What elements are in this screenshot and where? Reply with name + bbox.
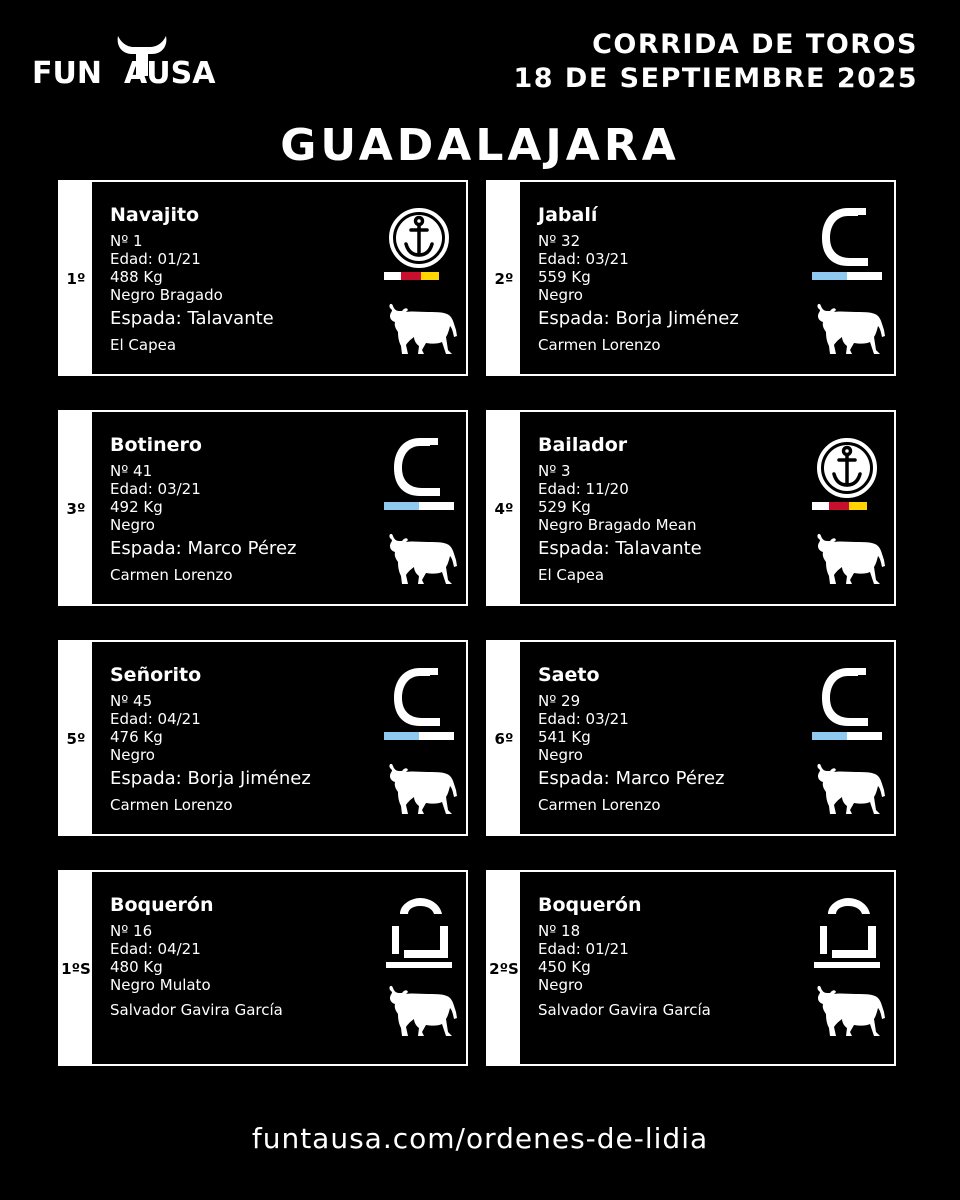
bull-number: Nº 45 <box>110 692 153 710</box>
espada-label: Espada: Marco Pérez <box>538 768 725 789</box>
bull-info <box>524 872 894 1064</box>
bull-info <box>524 642 894 834</box>
c-brand-icon <box>384 438 454 510</box>
bull-info <box>524 182 894 374</box>
bull-icon-wrap <box>386 532 458 592</box>
bull-number: Nº 16 <box>110 922 153 940</box>
ganaderia-brand <box>384 438 454 514</box>
ganaderia-brand <box>812 668 882 744</box>
bull-coat: Negro Mulato <box>110 976 211 994</box>
lidia-order: 1ºS <box>61 960 91 978</box>
bull-info <box>96 642 466 834</box>
bull-silhouette-icon <box>386 984 458 1040</box>
city-title: GUADALAJARA <box>280 120 680 171</box>
bull-silhouette-icon <box>814 532 886 588</box>
bull-age: Edad: 01/21 <box>110 250 201 268</box>
bull-card <box>58 410 468 606</box>
bull-silhouette-icon <box>386 302 458 358</box>
bull-info <box>96 872 466 1064</box>
bull-number: Nº 18 <box>538 922 581 940</box>
ganaderia-brand <box>384 208 454 284</box>
bull-name: Boquerón <box>538 894 642 916</box>
bull-icon-wrap <box>386 762 458 822</box>
bull-age: Edad: 11/20 <box>538 480 629 498</box>
bull-card <box>486 640 896 836</box>
c-brand-icon <box>812 668 882 740</box>
ganaderia-label: Carmen Lorenzo <box>538 796 661 814</box>
bull-info <box>96 182 466 374</box>
bull-number: Nº 3 <box>538 462 571 480</box>
bull-name: Bailador <box>538 434 628 456</box>
bull-weight: 541 Kg <box>538 728 591 746</box>
ganaderia-label: Salvador Gavira García <box>538 1001 711 1019</box>
bull-info <box>524 412 894 604</box>
lidia-order: 3º <box>66 500 86 518</box>
bull-name: Botinero <box>110 434 202 456</box>
bull-coat: Negro <box>110 746 155 764</box>
c-brand-icon <box>812 208 882 280</box>
event-date: 18 DE SEPTIEMBRE 2025 <box>513 63 918 94</box>
footer-url[interactable]: funtausa.com/ordenes-de-lidia <box>251 1122 709 1155</box>
bull-silhouette-icon <box>814 302 886 358</box>
g-brand-icon <box>384 898 454 970</box>
g-brand-icon <box>812 898 882 970</box>
bull-card <box>58 870 468 1066</box>
bull-age: Edad: 04/21 <box>110 940 201 958</box>
lidia-order: 6º <box>494 730 514 748</box>
bull-weight: 480 Kg <box>110 958 163 976</box>
espada-label: Espada: Borja Jiménez <box>538 308 739 329</box>
bull-age: Edad: 03/21 <box>110 480 201 498</box>
bull-name: Jabalí <box>538 204 598 226</box>
espada-label: Espada: Talavante <box>110 308 274 329</box>
bull-silhouette-icon <box>386 762 458 818</box>
bull-name: Boquerón <box>110 894 214 916</box>
bull-icon-wrap <box>814 302 886 362</box>
bull-number: Nº 32 <box>538 232 581 250</box>
bull-age: Edad: 04/21 <box>110 710 201 728</box>
bull-silhouette-icon <box>814 984 886 1040</box>
bull-card <box>486 410 896 606</box>
bull-silhouette-icon <box>814 762 886 818</box>
bull-coat: Negro <box>538 286 583 304</box>
bull-card <box>58 180 468 376</box>
anchor-brand-icon <box>812 438 882 510</box>
bull-card <box>58 640 468 836</box>
ganaderia-brand <box>812 208 882 284</box>
bull-number: Nº 29 <box>538 692 581 710</box>
bull-name: Señorito <box>110 664 202 686</box>
lidia-order: 1º <box>66 270 86 288</box>
bull-name: Navajito <box>110 204 200 226</box>
lidia-order: 4º <box>494 500 514 518</box>
lidia-order: 2º <box>494 270 514 288</box>
ganaderia-brand <box>812 438 882 514</box>
ganaderia-label: El Capea <box>110 336 177 354</box>
espada-label: Espada: Borja Jiménez <box>110 768 311 789</box>
bull-coat: Negro <box>110 516 155 534</box>
ganaderia-brand <box>812 898 882 974</box>
funtausa-logo <box>32 32 216 94</box>
bull-silhouette-icon <box>386 532 458 588</box>
event-header <box>513 28 918 96</box>
bull-coat: Negro Bragado <box>110 286 223 304</box>
ganaderia-brand <box>384 898 454 974</box>
lidia-order: 5º <box>66 730 86 748</box>
anchor-brand-icon <box>384 208 454 280</box>
bull-info <box>96 412 466 604</box>
bull-name: Saeto <box>538 664 600 686</box>
bull-weight: 488 Kg <box>110 268 163 286</box>
ganaderia-label: Carmen Lorenzo <box>110 796 233 814</box>
ganaderia-label: El Capea <box>538 566 605 584</box>
bull-icon-wrap <box>814 532 886 592</box>
bull-number: Nº 41 <box>110 462 153 480</box>
bull-icon-wrap <box>814 762 886 822</box>
bull-weight: 529 Kg <box>538 498 591 516</box>
bull-age: Edad: 03/21 <box>538 710 629 728</box>
espada-label: Espada: Marco Pérez <box>110 538 297 559</box>
bull-icon-wrap <box>814 984 886 1044</box>
bull-card <box>486 180 896 376</box>
bull-coat: Negro Bragado Mean <box>538 516 697 534</box>
bull-weight: 559 Kg <box>538 268 591 286</box>
ganaderia-label: Salvador Gavira García <box>110 1001 283 1019</box>
event-title: CORRIDA DE TOROS <box>592 29 918 60</box>
bull-weight: 476 Kg <box>110 728 163 746</box>
bull-coat: Negro <box>538 976 583 994</box>
ganaderia-label: Carmen Lorenzo <box>538 336 661 354</box>
bull-icon-wrap <box>386 984 458 1044</box>
espada-label: Espada: Talavante <box>538 538 702 559</box>
ganaderia-label: Carmen Lorenzo <box>110 566 233 584</box>
bull-weight: 450 Kg <box>538 958 591 976</box>
bull-age: Edad: 01/21 <box>538 940 629 958</box>
bull-weight: 492 Kg <box>110 498 163 516</box>
lidia-order: 2ºS <box>489 960 519 978</box>
bull-coat: Negro <box>538 746 583 764</box>
bull-age: Edad: 03/21 <box>538 250 629 268</box>
c-brand-icon <box>384 668 454 740</box>
ganaderia-brand <box>384 668 454 744</box>
bull-card <box>486 870 896 1066</box>
bull-icon-wrap <box>386 302 458 362</box>
brand-wordmark: FUN AUSA <box>32 56 216 91</box>
bull-number: Nº 1 <box>110 232 143 250</box>
